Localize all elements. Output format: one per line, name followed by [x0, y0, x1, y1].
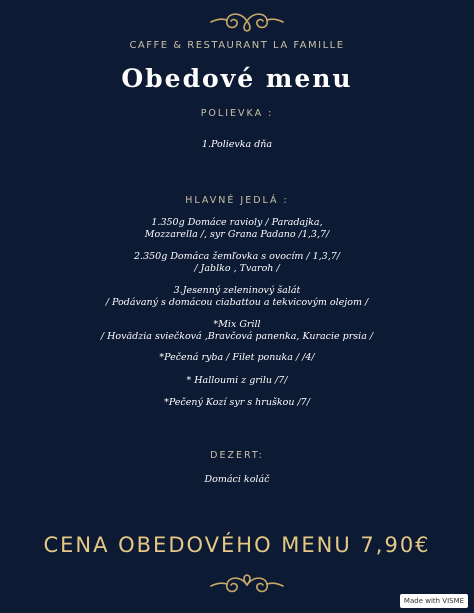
- bottom-ornament-icon: [207, 572, 287, 598]
- list-item-main-7: *Pečený Kozí syr s hruškou /7/: [164, 397, 310, 408]
- list-item-main-5: *Pečená ryba / Filet ponuka / /4/: [159, 352, 315, 363]
- dessert-heading: DEZERT:: [210, 450, 264, 461]
- restaurant-name: CAFFE & RESTAURANT LA FAMILLE: [129, 40, 345, 51]
- list-item-main-3a: 3.Jesenný zeleninový šalát: [173, 285, 301, 296]
- made-with-visme-badge[interactable]: Made with VISME: [400, 594, 468, 608]
- list-item-main-4a: *Mix Grill: [213, 319, 261, 330]
- mains-heading: HLAVNÉ JEDLÁ :: [185, 195, 289, 206]
- list-item-main-6: * Halloumi z grilu /7/: [186, 375, 288, 386]
- list-item-main-1a: 1.350g Domáce ravioly / Paradajka,: [151, 217, 323, 228]
- list-item-main-4b: / Hovädzia sviečková ,Bravčová panenka, Kuracie prsia /: [100, 331, 374, 342]
- list-item-main-3b: / Podávaný s domácou ciabattou a tekvicovým olejom /: [105, 297, 369, 308]
- list-item-dessert: Domáci koláč: [204, 474, 270, 485]
- soups-heading: POLIEVKA :: [200, 108, 274, 119]
- price-line: CENA OBEDOVÉHO MENU 7,90€: [43, 533, 431, 557]
- page-title: Obedové menu: [121, 64, 353, 93]
- top-ornament-icon: [207, 8, 287, 34]
- list-item-main-1b: Mozzarella /, syr Grana Padano /1,3,7/: [144, 229, 330, 240]
- list-item-main-2a: 2.350g Domáca žemľovka s ovocím / 1,3,7/: [134, 251, 340, 262]
- list-item-main-2b: / Jablko , Tvaroh /: [194, 263, 280, 274]
- list-item-soup: 1.Polievka dňa: [201, 139, 273, 150]
